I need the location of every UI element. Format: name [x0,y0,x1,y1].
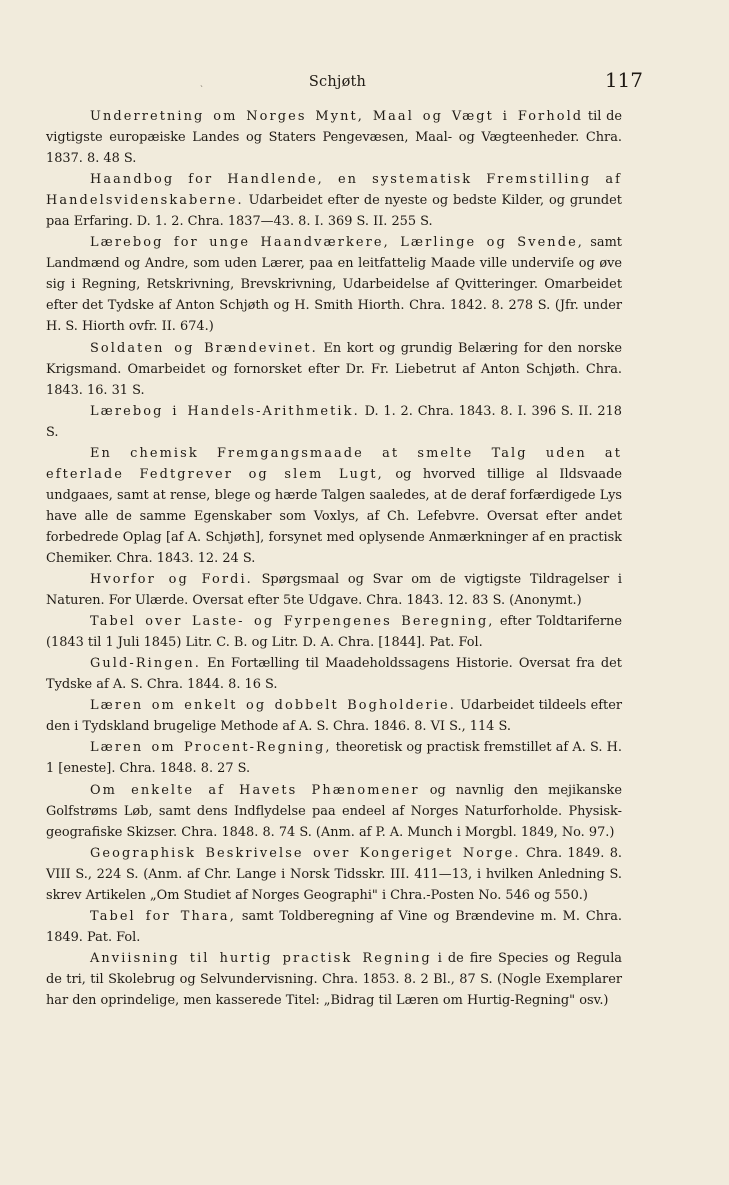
entry-text: Udarbeidet efter de nyeste og bedste Kilder, og grundet paa Erfaring. D. 1. 2. Chra. 1837—43. 8. I. 369 S. II. 255 S. [46,193,622,230]
entry-anviisning-regning [46,948,622,1011]
entry-havets-phaenomener [46,780,622,843]
entry-chemisk-fremgangsmaade [46,443,622,569]
entry-text: og navnlig den mejikanske Golfstrøms Løb, samt dens Indflydelse paa endeel af Norges Naturforholde. Physisk-geografiske Skizser. Chra. 1848. 8. 74 S. (Anm. af P. A. Munch i Morgbl. 1849, No. 97.) [46,782,622,840]
entry-text: Spørgsmaal og Svar om de vigtigste Tildragelser i Naturen. For Ulærde. Oversat efter 5te Udgave. Chra. 1843. 12. 83 S. (Anonymt.) [46,572,622,609]
entry-text: efter Toldtariferne (1843 til 1 Juli 1845) Litr. C. B. og Litr. D. A. Chra. [1844]. Pat. Fol. [46,614,622,651]
entry-title: Om enkelte af Havets Phænomener [90,782,420,798]
entry-title: Hvorfor og Fordi. [90,572,253,588]
entry-haandbog-handlende [46,169,622,232]
page-number: 117 [604,68,643,92]
entry-tabel-laste [46,611,622,653]
entry-handels-arithmetik [46,401,622,443]
entry-text: i de fire Species og Regula de tri, til Skolebrug og Selvundervisning. Chra. 1853. 8. 2 Bl., 87 S. (Nogle Exemplarer har den oprindelige, men kasserede Titel: „Bidrag til Læren om Hurtig-Regning" osv.) [46,950,622,1008]
entry-title: Underretning om Norges Mynt, Maal og Vægt i Forhold [90,109,584,124]
entry-bogholderie [46,695,622,737]
entry-title: Tabel for Thara, [90,908,236,924]
entry-tabel-thara [46,906,622,948]
entry-title: Geographisk Beskrivelse over Kongeriget Norge. [90,845,521,861]
entry-procent-regning [46,737,622,779]
entry-title: Tabel over Laste- og Fyrpengenes Beregning, [90,614,495,630]
entry-text: og hvorved tillige al Ildsvaade undgaaes, samt at rense, blege og hærde Talgen saaledes, at de deraf forfærdigede Lys have alle de samme Egenskaber som Voxlys, af Ch. Lefebvre. Oversat efter andet forbedrede Oplag [af A. Schjøth], forsynet med oplysende Anmærkninger af en practisk Chemiker. Chra. 1843. 12. 24 S. [46,466,622,566]
entry-mynt-maal-vaegt [46,106,622,169]
entry-title: Læren om Procent-Regning, [90,740,332,756]
entry-title: Lærebog i Handels-Arithmetik. [90,403,360,419]
entry-hvorfor-og-fordi [46,569,622,611]
entry-title: Soldaten og Brændevinet. [90,340,318,356]
entry-title: Haandbog for Handlende, en systematisk Fremstilling af Handelsvidenskaberne. [46,172,622,209]
entry-text: D. 1. 2. Chra. 1843. 8. I. 396 S. II. 218 S. [46,403,623,440]
entry-text: samt Landmænd og Andre, som uden Lærer, paa en leitfattelig Maade ville underviſe og øve sig i Regning, Retskrivning, Brevskrivning, Udarbeidelse af Qvitteringer. Omarbeidet efter det Tydske af Anton Schjøth og H. Smith Hiorth. Chra. 1842. 8. 278 S. (Jfr. under H. S. Hiorth ovfr. II. 674.) [46,235,622,335]
running-head: Schjøth [308,74,367,90]
entry-text: En Fortælling til Maadeholdssagens Historie. Oversat fra det Tydske af A. S. Chra. 1844. 8. 16 S. [46,656,622,693]
entry-title: Lærebog for unge Haandværkere, Lærlinge og Svende, [90,235,584,251]
page-header [46,68,643,96]
entry-title: Anviisning til hurtig practisk Regning [90,950,432,966]
printer-mark: ˎ [200,78,203,88]
entry-text: til de vigtigste europæiske Landes og Staters Pengevæsen, Maal- og Vægteenheder. Chra. 1837. 8. 48 S. [46,109,622,167]
entry-laerebog-haandvaerkere [46,232,622,337]
entry-text: theoretisk og practisk fremstillet af A. S. H. 1 [eneste]. Chra. 1848. 8. 27 S. [46,740,622,777]
entry-title: En chemisk Fremgangsmaade at smelte Talg uden at efterlade Fedtgrever og slem Lugt, [46,445,622,482]
entry-guld-ringen [46,653,622,695]
entry-text: Udarbeidet tildeels efter den i Tydskland brugelige Methode af A. S. Chra. 1846. 8. VI S., 114 S. [46,698,622,735]
entry-text: En kort og grundig Belæring for den norske Krigsmand. Omarbeidet og fornorsket efter Dr. Fr. Liebetrut af Anton Schjøth. Chra. 1843. 16. 31 S. [46,340,622,398]
entry-title: Guld-Ringen. [90,656,201,672]
entry-text: samt Toldberegning af Vine og Brændevine m. M. Chra. 1849. Pat. Fol. [46,908,622,945]
bibliography-list [46,106,622,1011]
entry-geographisk-beskrivelse [46,843,622,906]
entry-text: Chra. 1849. 8. VIII S., 224 S. (Anm. af Chr. Lange i Norsk Tidsskr. III. 411—13, i hvilken Anledning S. skrev Artikelen „Om Studiet af Norges Geographi" i Chra.-Posten No. 546 og 550.) [46,845,622,903]
entry-title: Læren om enkelt og dobbelt Bogholderie. [90,698,456,714]
entry-soldaten [46,338,622,401]
